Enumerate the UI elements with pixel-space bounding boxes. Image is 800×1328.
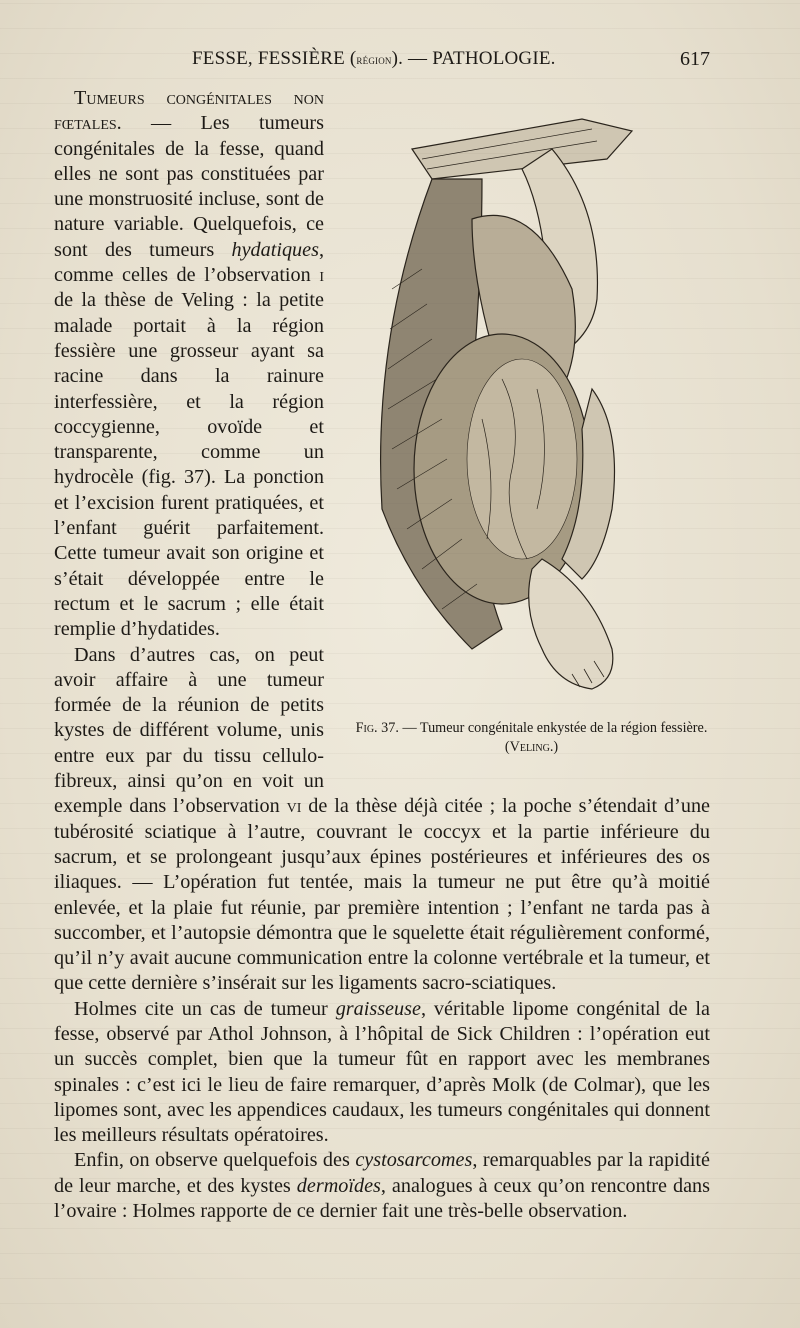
text-run: Holmes cite un cas de tumeur	[74, 997, 336, 1020]
caption-end: .)	[549, 739, 559, 755]
text-run: Enfin, on observe quelquefois des	[74, 1149, 356, 1172]
caption-text: — Tumeur congénitale enkystée de la région fessière. (	[398, 720, 708, 755]
running-title-part: ). — PATHOLOGIE.	[391, 48, 556, 69]
figure-37	[340, 89, 716, 786]
paragraph-4	[54, 1148, 710, 1224]
text-run: de la thèse de Veling : la petite malade portait à la région fessière une grosseur ayant sa racine dans la rainure interfessière, et la région coccygienne, ovoïde et transparente, comme un hydrocèle (fig. 37). La ponction et l’excision furent pratiquées, et l’enfant guérit parfaitement. Cette tumeur avait son origine et s’était développée entre le rectum et le sacrum ; elle était remplie d’hydatides.	[54, 289, 324, 641]
text-run: Dans d’autres cas, on peut avoir affaire à une tumeur formée de la réunion de petits kystes de différent volume, unis entre eux par du tissu cellulo-fibreux, ainsi qu’on en voit un exemple dans l’observation	[54, 643, 324, 818]
text-run: , analogues à ceux qu’on rencontre dans l’ovaire : Holmes rapporte de ce dernier fait une très-belle observation.	[54, 1174, 710, 1223]
text-run: , remarquables par la rapidité de leur marche, et des kystes	[54, 1149, 710, 1197]
running-title-region: région	[356, 52, 392, 67]
emphasis: cystosarcomes	[355, 1149, 473, 1172]
emphasis: graisseuse	[335, 997, 421, 1020]
roman-numeral: i	[319, 264, 324, 287]
figure-caption	[354, 719, 709, 757]
caption-label: Fig. 37.	[355, 720, 399, 736]
emphasis: hydatiques	[231, 238, 319, 261]
roman-numeral: vi	[286, 795, 302, 818]
running-title	[192, 48, 556, 70]
paragraph-3	[54, 997, 710, 1149]
section-heading: Tumeurs congénitales non fœtales.	[54, 87, 324, 135]
text-run: de la thèse déjà citée ; la poche s’étendait d’une tubérosité sciatique à l’autre, couvrant le coccyx et la partie inférieure du sacrum, et se prolongeant jusqu’aux épines postérieures et inférieures des os iliaques. — L’opération fut tentée, mais la tumeur ne put être qu’à moitié enlevée, et la plaie fut réunie, par première intention ; l’enfant ne tarda pas à succomber, et l’autopsie démontra que le squelette était régulièrement conformé, qu’il n’y avait aucune communication entre la colonne vertébrale et la tumeur, et que cette dernière s’insérait sur les ligaments sacro-sciatiques.	[54, 795, 710, 995]
caption-author: Veling	[509, 739, 550, 755]
running-header	[54, 48, 710, 78]
emphasis: dermoïdes	[296, 1174, 381, 1197]
text-run: — Les tumeurs congénitales de la fesse, quand elles ne sont pas constituées par une monstruosité incluse, sont de nature variable. Quelquefois, ce sont des tumeurs	[54, 112, 324, 261]
body-text	[54, 86, 710, 1224]
text-run: , véritable lipome congénital de la fesse, observé par Athol Johnson, à l’hôpital de Sick Children : l’opération eut un succès complet, bien que la tumeur fût en rapport avec les membranes spinales : c’est ici le lieu de faire remarquer, d’après Molk (de Colmar), que les lipomes sont, avec les appendices caudaux, les tumeurs congénitales qui donnent les meilleurs résultats opératoires.	[54, 997, 710, 1147]
engraving-illustration	[352, 89, 702, 714]
page-number: 617	[680, 48, 710, 70]
running-title-part: FESSE, FESSIÈRE (	[192, 48, 357, 69]
text-run: , comme celles de l’observation	[54, 238, 324, 287]
